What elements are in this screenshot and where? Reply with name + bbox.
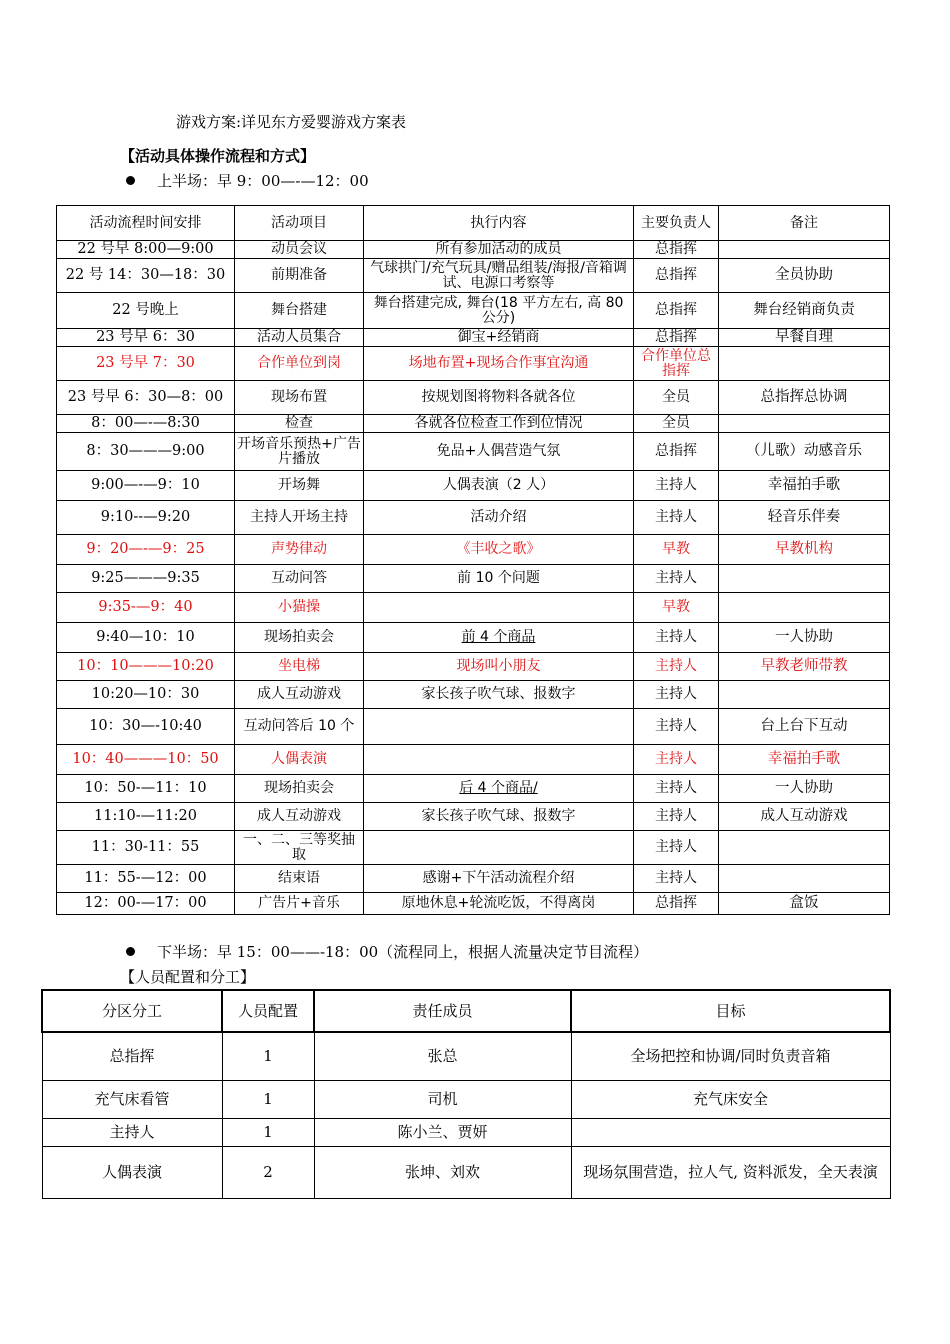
header-owner: 主要负责人	[634, 206, 719, 241]
staff-cell-role: 总指挥	[42, 1032, 222, 1080]
schedule-cell-time: 10:20—10：30	[57, 681, 235, 709]
schedule-cell-item: 开场舞	[235, 471, 364, 501]
schedule-cell-owner: 总指挥	[634, 433, 719, 471]
schedule-cell-note	[719, 565, 890, 593]
schedule-cell-owner: 主持人	[634, 501, 719, 535]
schedule-cell-item: 检查	[235, 415, 364, 433]
schedule-cell-owner: 主持人	[634, 565, 719, 593]
schedule-cell-content: 活动介绍	[364, 501, 634, 535]
header-note: 备注	[719, 206, 890, 241]
table-row	[57, 593, 890, 623]
schedule-cell-item: 广告片+音乐	[235, 893, 364, 915]
section-title-process: 【活动具体操作流程和方式】	[120, 147, 316, 165]
bullet-dot-icon	[126, 176, 135, 185]
schedule-cell-owner: 全员	[634, 381, 719, 415]
schedule-cell-content: 感谢+下午活动流程介绍	[364, 865, 634, 893]
schedule-cell-content: 原地休息+轮流吃饭，不得离岗	[364, 893, 634, 915]
staff-header-role: 分区分工	[42, 990, 222, 1032]
staff-cell-members: 陈小兰、贾妍	[314, 1118, 571, 1146]
schedule-cell-note	[719, 831, 890, 865]
schedule-cell-owner: 主持人	[634, 865, 719, 893]
schedule-cell-note: 一人协助	[719, 623, 890, 653]
staff-cell-role: 充气床看管	[42, 1080, 222, 1118]
schedule-cell-content: 后 4 个商品/	[364, 775, 634, 803]
table-row	[57, 775, 890, 803]
schedule-cell-content	[364, 593, 634, 623]
schedule-cell-content: 场地布置+现场合作事宜沟通	[364, 347, 634, 381]
schedule-cell-item: 一、二、三等奖抽取	[235, 831, 364, 865]
staff-cell-goal: 全场把控和协调/同时负责音箱	[571, 1032, 890, 1080]
schedule-table	[56, 205, 890, 915]
schedule-cell-time: 22 号晚上	[57, 293, 235, 329]
first-half-text: 上半场：早 9：00—-—12：00	[157, 172, 369, 190]
game-plan-line: 游戏方案:详见东方爱婴游戏方案表	[176, 113, 407, 131]
schedule-cell-time: 10：50-—11：10	[57, 775, 235, 803]
staff-cell-members: 张坤、刘欢	[314, 1146, 571, 1198]
schedule-cell-owner: 主持人	[634, 681, 719, 709]
schedule-cell-content: 家长孩子吹气球、报数字	[364, 681, 634, 709]
table-row	[57, 381, 890, 415]
table-row	[42, 1032, 890, 1080]
table-row	[57, 745, 890, 775]
table-row	[57, 653, 890, 681]
schedule-cell-time: 10：10———10:20	[57, 653, 235, 681]
schedule-cell-content: 人偶表演（2 人）	[364, 471, 634, 501]
schedule-cell-note: 幸福拍手歌	[719, 745, 890, 775]
schedule-cell-item: 结束语	[235, 865, 364, 893]
staff-table	[41, 989, 891, 1199]
staff-cell-members: 司机	[314, 1080, 571, 1118]
schedule-cell-content	[364, 831, 634, 865]
schedule-cell-item: 互动问答	[235, 565, 364, 593]
schedule-cell-item: 前期准备	[235, 259, 364, 293]
schedule-cell-item: 互动问答后 10 个	[235, 709, 364, 745]
schedule-cell-owner: 合作单位总指挥	[634, 347, 719, 381]
schedule-cell-note	[719, 415, 890, 433]
schedule-cell-time: 23 号早 6：30—8：00	[57, 381, 235, 415]
table-row	[57, 623, 890, 653]
table-row	[57, 293, 890, 329]
schedule-cell-time: 11：30-11：55	[57, 831, 235, 865]
table-row	[57, 415, 890, 433]
schedule-cell-item: 合作单位到岗	[235, 347, 364, 381]
schedule-cell-owner: 主持人	[634, 653, 719, 681]
schedule-cell-content: 御宝+经销商	[364, 329, 634, 347]
staff-cell-count: 1	[222, 1080, 314, 1118]
staff-cell-count: 2	[222, 1146, 314, 1198]
table-row	[57, 865, 890, 893]
staff-cell-members: 张总	[314, 1032, 571, 1080]
table-row	[57, 241, 890, 259]
table-row	[42, 1146, 890, 1198]
schedule-cell-time: 9:00—-—9：10	[57, 471, 235, 501]
staff-header-goal: 目标	[571, 990, 890, 1032]
schedule-cell-owner: 全员	[634, 415, 719, 433]
first-half-line	[126, 170, 369, 191]
schedule-cell-owner: 主持人	[634, 709, 719, 745]
schedule-cell-content: 《丰收之歌》	[364, 535, 634, 565]
schedule-cell-content: 家长孩子吹气球、报数字	[364, 803, 634, 831]
schedule-cell-item: 舞台搭建	[235, 293, 364, 329]
schedule-cell-time: 9:40—10：10	[57, 623, 235, 653]
section-title-staff: 【人员配置和分工】	[120, 968, 256, 986]
header-time: 活动流程时间安排	[57, 206, 235, 241]
second-half-text: 下半场：早 15：00——-18：00（流程同上，根据人流量决定节目流程）	[157, 943, 649, 961]
table-row	[57, 709, 890, 745]
schedule-cell-item: 人偶表演	[235, 745, 364, 775]
schedule-cell-note	[719, 241, 890, 259]
schedule-cell-time: 11：55-—12：00	[57, 865, 235, 893]
staff-cell-role: 人偶表演	[42, 1146, 222, 1198]
schedule-cell-note: 轻音乐伴奏	[719, 501, 890, 535]
schedule-cell-time: 23 号早 6：30	[57, 329, 235, 347]
staff-cell-goal: 现场氛围营造，拉人气, 资料派发，全天表演	[571, 1146, 890, 1198]
schedule-cell-time: 23 号早 7：30	[57, 347, 235, 381]
schedule-cell-content: 现场叫小朋友	[364, 653, 634, 681]
schedule-cell-content	[364, 709, 634, 745]
table-row	[57, 501, 890, 535]
table-row	[57, 259, 890, 293]
table-row	[57, 565, 890, 593]
schedule-cell-time: 8：00—-—8:30	[57, 415, 235, 433]
schedule-cell-time: 10：30—-10:40	[57, 709, 235, 745]
schedule-cell-content: 免品+人偶营造气氛	[364, 433, 634, 471]
schedule-cell-item: 声势律动	[235, 535, 364, 565]
schedule-cell-owner: 主持人	[634, 775, 719, 803]
schedule-body	[57, 241, 890, 915]
schedule-cell-time: 9:10--—9:20	[57, 501, 235, 535]
schedule-cell-owner: 总指挥	[634, 329, 719, 347]
schedule-cell-owner: 总指挥	[634, 259, 719, 293]
schedule-cell-owner: 主持人	[634, 471, 719, 501]
schedule-cell-item: 开场音乐预热+广告片播放	[235, 433, 364, 471]
table-row	[42, 1118, 890, 1146]
schedule-cell-note: 成人互动游戏	[719, 803, 890, 831]
schedule-header-row	[57, 206, 890, 241]
schedule-cell-owner: 总指挥	[634, 293, 719, 329]
bullet-dot-icon	[126, 947, 135, 956]
schedule-cell-item: 坐电梯	[235, 653, 364, 681]
schedule-cell-item: 活动人员集合	[235, 329, 364, 347]
schedule-cell-owner: 总指挥	[634, 241, 719, 259]
schedule-cell-note	[719, 865, 890, 893]
header-item: 活动项目	[235, 206, 364, 241]
schedule-cell-note: 总指挥总协调	[719, 381, 890, 415]
schedule-cell-time: 22 号早 8:00—9:00	[57, 241, 235, 259]
second-half-line	[126, 941, 648, 962]
schedule-cell-owner: 总指挥	[634, 893, 719, 915]
schedule-cell-content: 各就各位检查工作到位情况	[364, 415, 634, 433]
staff-cell-count: 1	[222, 1118, 314, 1146]
schedule-cell-note: 早教老师带教	[719, 653, 890, 681]
table-row	[57, 893, 890, 915]
schedule-cell-item: 现场拍卖会	[235, 623, 364, 653]
schedule-cell-time: 9:35-—9：40	[57, 593, 235, 623]
schedule-cell-note: 早餐自理	[719, 329, 890, 347]
schedule-cell-time: 11:10-—11:20	[57, 803, 235, 831]
schedule-cell-time: 8：30———9:00	[57, 433, 235, 471]
schedule-cell-time: 22 号 14：30—18：30	[57, 259, 235, 293]
staff-header-count: 人员配置	[222, 990, 314, 1032]
table-row	[57, 803, 890, 831]
schedule-cell-note: 全员协助	[719, 259, 890, 293]
schedule-cell-owner: 早教	[634, 535, 719, 565]
table-row	[57, 681, 890, 709]
schedule-cell-item: 主持人开场主持	[235, 501, 364, 535]
table-row	[57, 433, 890, 471]
schedule-cell-owner: 主持人	[634, 745, 719, 775]
schedule-cell-note: 盒饭	[719, 893, 890, 915]
staff-header-row	[42, 990, 890, 1032]
header-content: 执行内容	[364, 206, 634, 241]
schedule-cell-time: 12：00-—17：00	[57, 893, 235, 915]
schedule-cell-item: 现场布置	[235, 381, 364, 415]
schedule-cell-note: 一人协助	[719, 775, 890, 803]
schedule-cell-time: 9:25———9:35	[57, 565, 235, 593]
schedule-cell-content: 按规划图将物料各就各位	[364, 381, 634, 415]
table-row	[42, 1080, 890, 1118]
schedule-cell-note: 舞台经销商负责	[719, 293, 890, 329]
schedule-cell-owner: 主持人	[634, 831, 719, 865]
schedule-cell-content: 前 4 个商品	[364, 623, 634, 653]
table-row	[57, 831, 890, 865]
schedule-cell-content: 气球拱门/充气玩具/赠品组装/海报/音箱调试、电源口考察等	[364, 259, 634, 293]
schedule-cell-item: 现场拍卖会	[235, 775, 364, 803]
staff-body	[42, 1032, 890, 1198]
schedule-cell-owner: 早教	[634, 593, 719, 623]
schedule-cell-note	[719, 347, 890, 381]
staff-cell-role: 主持人	[42, 1118, 222, 1146]
schedule-cell-note: 早教机构	[719, 535, 890, 565]
staff-cell-goal: 充气床安全	[571, 1080, 890, 1118]
staff-cell-goal	[571, 1118, 890, 1146]
schedule-cell-item: 小猫操	[235, 593, 364, 623]
schedule-cell-note: 台上台下互动	[719, 709, 890, 745]
table-row	[57, 347, 890, 381]
schedule-cell-note: 幸福拍手歌	[719, 471, 890, 501]
schedule-cell-note	[719, 593, 890, 623]
table-row	[57, 471, 890, 501]
schedule-cell-time: 10：40———10：50	[57, 745, 235, 775]
schedule-cell-content: 前 10 个问题	[364, 565, 634, 593]
schedule-cell-owner: 主持人	[634, 623, 719, 653]
table-row	[57, 329, 890, 347]
schedule-cell-item: 动员会议	[235, 241, 364, 259]
schedule-cell-content: 舞台搭建完成, 舞台(18 平方左右, 高 80 公分)	[364, 293, 634, 329]
staff-cell-count: 1	[222, 1032, 314, 1080]
schedule-cell-item: 成人互动游戏	[235, 803, 364, 831]
schedule-cell-item: 成人互动游戏	[235, 681, 364, 709]
schedule-cell-note	[719, 681, 890, 709]
schedule-cell-time: 9：20—-—9：25	[57, 535, 235, 565]
schedule-cell-note: （儿歌）动感音乐	[719, 433, 890, 471]
schedule-cell-content	[364, 745, 634, 775]
staff-header-members: 责任成员	[314, 990, 571, 1032]
schedule-cell-owner: 主持人	[634, 803, 719, 831]
schedule-cell-content: 所有参加活动的成员	[364, 241, 634, 259]
table-row	[57, 535, 890, 565]
